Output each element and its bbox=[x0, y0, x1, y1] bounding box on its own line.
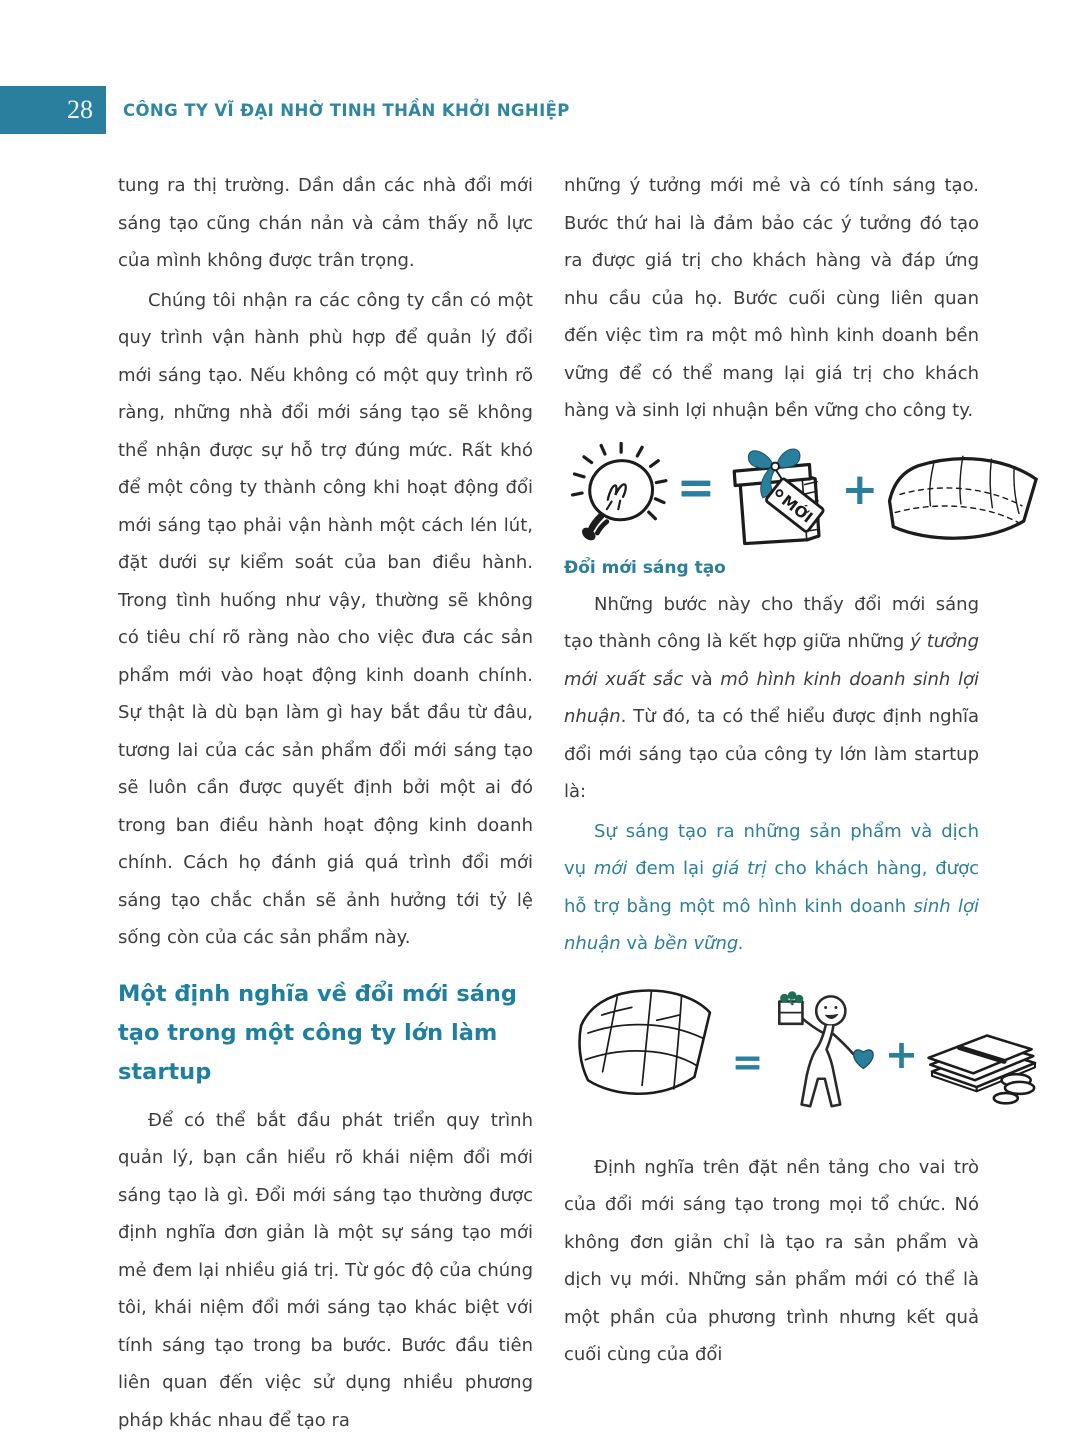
plus-sign: + bbox=[841, 468, 878, 512]
paragraph: Định nghĩa trên đặt nền tảng cho vai trò của đổi mới sáng tạo trong mọi tổ chức. Nó không đơn giản chỉ là tạo ra sản phẩm và dịch vụ mới. Những sản phẩm mới có thể là một phần của phương trình nhưng kết quả cuối cùng của đổi bbox=[564, 1149, 979, 1374]
page-number-box bbox=[0, 86, 106, 134]
equals-sign: = bbox=[677, 464, 716, 510]
right-column bbox=[564, 167, 979, 1439]
paragraph: Những bước này cho thấy đổi mới sáng tạo thành công là kết hợp giữa những ý tưởng mới xuất sắc và mô hình kinh doanh sinh lợi nhuận. Từ đó, ta có thể hiểu được định nghĩa đổi mới sáng tạo của công ty lớn làm startup là: bbox=[564, 586, 979, 811]
paragraph: những ý tưởng mới mẻ và có tính sáng tạo. Bước thứ hai là đảm bảo các ý tưởng đó tạo ra được giá trị cho khách hàng và đáp ứng nhu cầu của họ. Bước cuối cùng liên quan đến việc tìm ra một mô hình kinh doanh bền vững để có thể mang lại giá trị cho khách hàng và sinh lợi nhuận bền vững cho công ty. bbox=[564, 167, 979, 430]
paragraph: tung ra thị trường. Dần dần các nhà đổi mới sáng tạo cũng chán nản và cảm thấy nỗ lực của mình không được trân trọng. bbox=[118, 167, 533, 280]
page-body bbox=[118, 167, 979, 1439]
money-stack-icon bbox=[920, 1011, 1049, 1115]
plus-sign: + bbox=[885, 1035, 919, 1075]
definition-equation-illustration bbox=[564, 973, 1049, 1141]
paragraph: Để có thể bắt đầu phát triển quy trình quản lý, bạn cần hiểu rõ khái niệm đổi mới sáng tạo là gì. Đổi mới sáng tạo thường được định nghĩa đơn giản là một sự sáng tạo mới mẻ đem lại nhiều giá trị. Từ góc độ của chúng tôi, khái niệm đổi mới sáng tạo khác biệt với tính sáng tạo trong ba bước. Bước đầu tiên liên quan đến việc sử dụng nhiều phương pháp khác nhau để tạo ra bbox=[118, 1102, 533, 1439]
definition-quote: Sự sáng tạo ra những sản phẩm và dịch vụ mới đem lại giá trị cho khách hàng, được hỗ trợ bằng một mô hình kinh doanh sinh lợi nhuận và bền vững. bbox=[564, 813, 979, 963]
lightbulb-icon bbox=[564, 438, 671, 550]
business-model-canvas-icon bbox=[564, 973, 724, 1131]
gift-with-new-tag-icon bbox=[719, 436, 835, 554]
business-model-canvas-icon bbox=[880, 446, 1044, 558]
person-holding-gift-and-heart-icon bbox=[769, 977, 882, 1129]
illustration-caption: Đổi mới sáng tạo bbox=[564, 558, 726, 578]
equals-sign: = bbox=[732, 1043, 764, 1081]
paragraph: Chúng tôi nhận ra các công ty cần có một quy trình vận hành phù hợp để quản lý đổi mới sáng tạo. Nếu không có một quy trình rõ ràng, những nhà đổi mới sáng tạo sẽ không thể nhận được sự hỗ trợ đúng mức. Rất khó để một công ty thành công khi hoạt động đổi mới sáng tạo phải vận hành một cách lén lút, đặt dưới sự kiểm soát của ban điều hành. Trong tình huống như vậy, thường sẽ không có tiêu chí rõ ràng nào cho việc đưa các sản phẩm mới vào hoạt động kinh doanh chính. Sự thật là dù bạn làm gì hay bắt đầu từ đâu, tương lai của các sản phẩm đổi mới sáng tạo sẽ luôn cần được quyết định bởi một ai đó trong ban điều hành hoạt động kinh doanh chính. Cách họ đánh giá quá trình đổi mới sáng tạo chắc chắn sẽ ảnh hưởng tới tỷ lệ sống còn của các sản phẩm này. bbox=[118, 282, 533, 957]
innovation-equation-illustration bbox=[564, 436, 1044, 578]
running-header-title: CÔNG TY VĨ ĐẠI NHỜ TINH THẦN KHỞI NGHIỆP bbox=[123, 86, 570, 134]
section-heading: Một định nghĩa về đổi mới sáng tạo trong một công ty lớn làm startup bbox=[118, 975, 533, 1092]
equation-row bbox=[564, 973, 1049, 1131]
gift-tag-label: MỚI bbox=[778, 490, 817, 526]
equation-row bbox=[564, 436, 1044, 558]
left-column bbox=[118, 167, 533, 1439]
page-number: 28 bbox=[67, 95, 93, 125]
